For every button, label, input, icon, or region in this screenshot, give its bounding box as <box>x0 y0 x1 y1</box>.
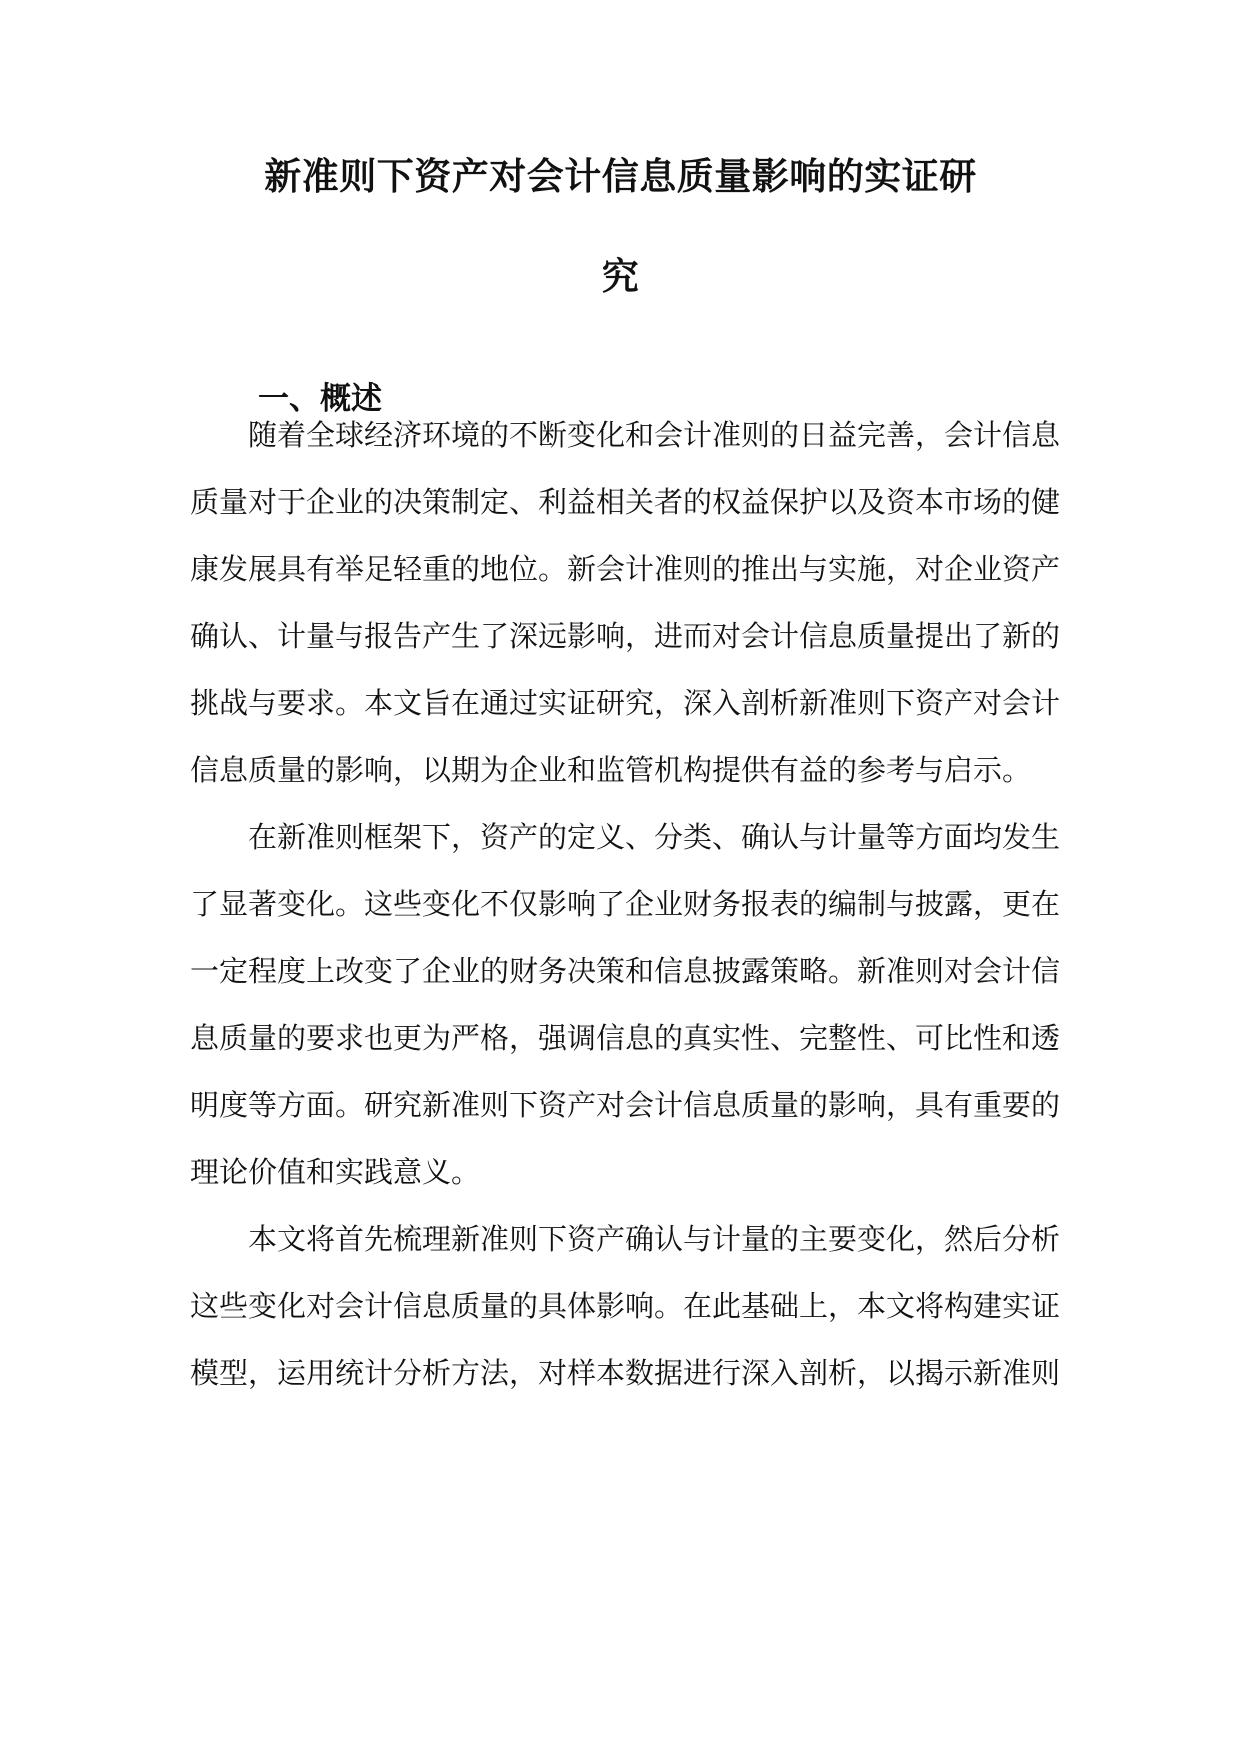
paragraph-3-line-1: 本文将首先梳理新准则下资产确认与计量的主要变化，然后分析 <box>248 1222 1061 1256</box>
paragraph-1-line-3: 康发展具有举足轻重的地位。新会计准则的推出与实施，对企业资产 <box>190 552 1061 586</box>
paragraph-2-line-6: 理论价值和实践意义。 <box>190 1155 481 1189</box>
paragraph-1-line-6: 信息质量的影响，以期为企业和监管机构提供有益的参考与启示。 <box>190 753 1032 787</box>
paragraph-2-line-4: 息质量的要求也更为严格，强调信息的真实性、完整性、可比性和透 <box>190 1021 1061 1055</box>
document-title-line-2: 究 <box>601 255 640 298</box>
paragraph-1-line-4: 确认、计量与报告产生了深远影响，进而对会计信息质量提出了新的 <box>190 619 1061 653</box>
paragraph-1-line-5: 挑战与要求。本文旨在通过实证研究，深入剖析新准则下资产对会计 <box>190 686 1061 720</box>
paragraph-1-line-1: 随着全球经济环境的不断变化和会计准则的日益完善，会计信息 <box>248 418 1061 452</box>
paragraph-3-line-2: 这些变化对会计信息质量的具体影响。在此基础上，本文将构建实证 <box>190 1289 1061 1323</box>
paragraph-2-line-2: 了显著变化。这些变化不仅影响了企业财务报表的编制与披露，更在 <box>190 887 1061 921</box>
paragraph-2-line-1: 在新准则框架下，资产的定义、分类、确认与计量等方面均发生 <box>248 820 1061 854</box>
document-title-line-1: 新准则下资产对会计信息质量影响的实证研 <box>264 155 977 198</box>
paragraph-2-line-5: 明度等方面。研究新准则下资产对会计信息质量的影响，具有重要的 <box>190 1088 1061 1122</box>
paragraph-3-line-3: 模型，运用统计分析方法，对样本数据进行深入剖析，以揭示新准则 <box>190 1356 1061 1390</box>
paragraph-1-line-2: 质量对于企业的决策制定、利益相关者的权益保护以及资本市场的健 <box>190 485 1061 519</box>
section-heading: 一、概述 <box>258 381 382 417</box>
paragraph-2-line-3: 一定程度上改变了企业的财务决策和信息披露策略。新准则对会计信 <box>190 954 1061 988</box>
